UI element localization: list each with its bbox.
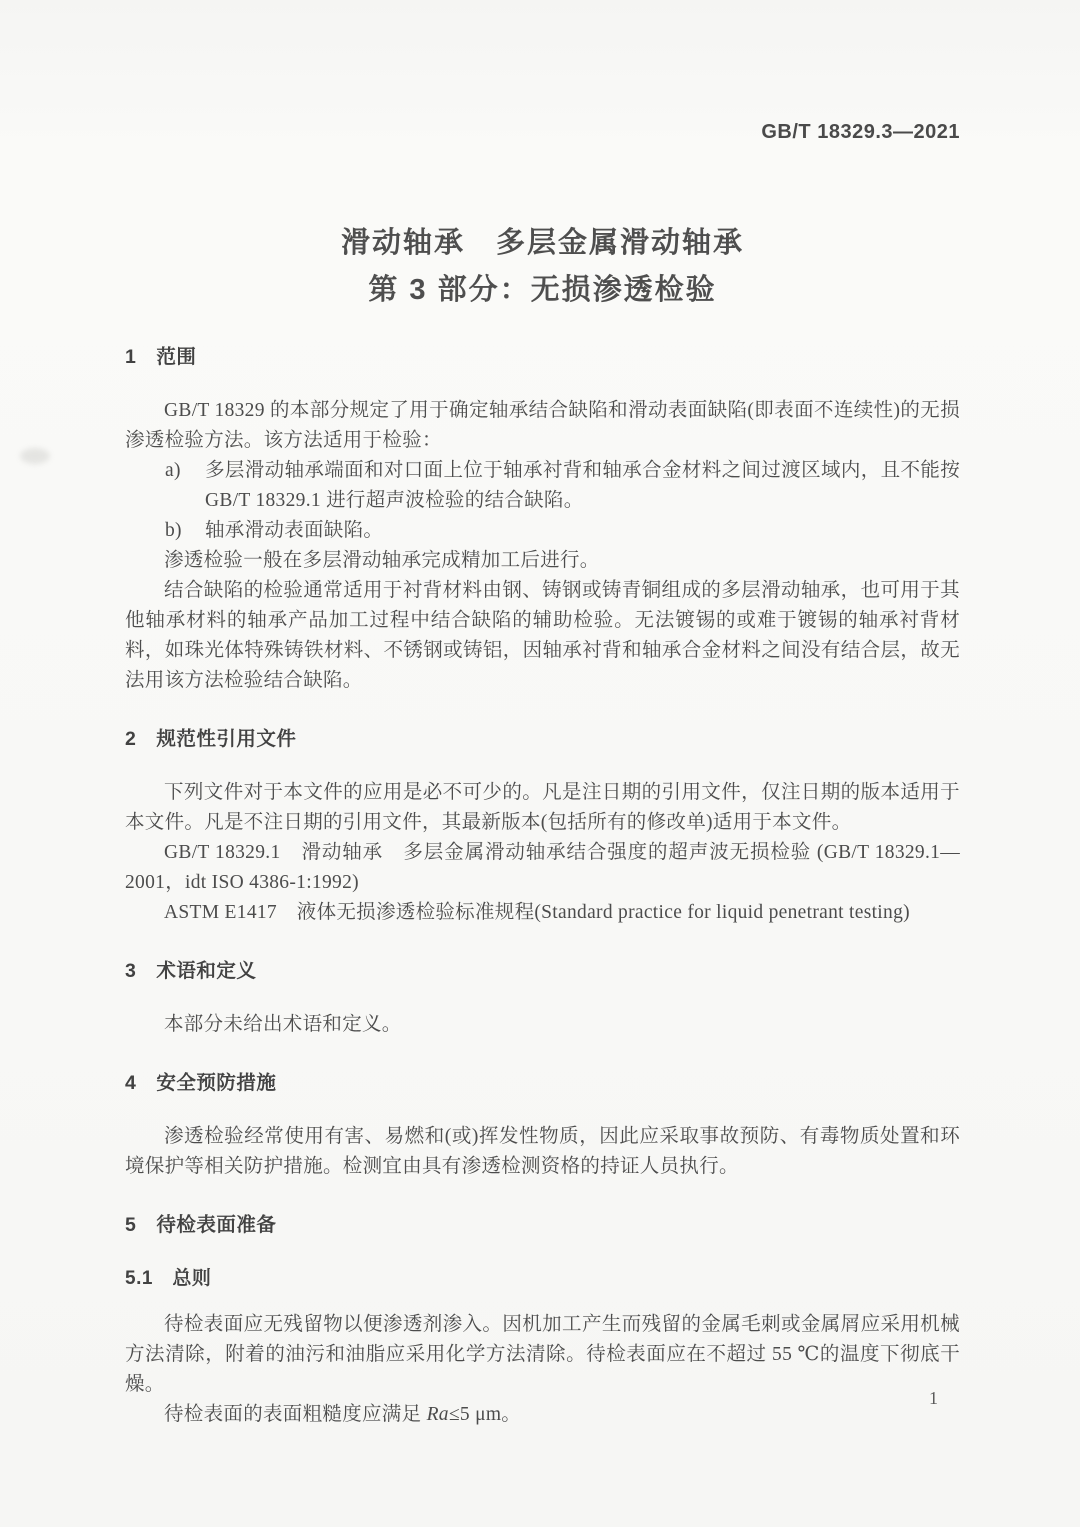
list-item-a-label: a) — [165, 460, 181, 481]
paragraph-references-intro: 下列文件对于本文件的应用是必不可少的。凡是注日期的引用文件，仅注日期的版本适用于本文件。凡是不注日期的引用文件，其最新版本(包括所有的修改单)适用于本文件。 — [125, 782, 960, 833]
section-heading-safety: 4 安全预防措施 — [125, 1072, 277, 1094]
list-item-b-text: 轴承滑动表面缺陷。 — [205, 520, 384, 541]
reference-gbt-18329-1: GB/T 18329.1 滑动轴承 多层金属滑动轴承结合强度的超声波无损检验 (GB/T 18329.1—2001，idt ISO 4386-1:1992) — [125, 842, 960, 893]
section-heading-terms: 3 术语和定义 — [125, 960, 257, 982]
paragraph-surface-cleaning: 待检表面应无残留物以便渗透剂渗入。因机加工产生而残留的金属毛刺或金属屑应采用机械方法清除，附着的油污和油脂应采用化学方法清除。待检表面应在不超过 55 ℃的温度下彻底干燥。 — [125, 1314, 960, 1395]
subsection-heading-general: 5.1 总则 — [125, 1268, 212, 1289]
list-item-b-label: b) — [165, 520, 182, 541]
title-line-2: 第 3 部分：无损渗透检验 — [368, 274, 717, 306]
roughness-symbol-ra: Ra — [426, 1404, 449, 1425]
page-number: 1 — [929, 1388, 938, 1408]
paragraph-terms: 本部分未给出术语和定义。 — [164, 1014, 402, 1035]
reference-astm-e1417: ASTM E1417 液体无损渗透检验标准规程(Standard practice for liquid penetrant testing) — [164, 902, 910, 923]
paragraph-scope-intro: GB/T 18329 的本部分规定了用于确定轴承结合缺陷和滑动表面缺陷(即表面不连续性)的无损渗透检验方法。该方法适用于检验： — [125, 400, 960, 451]
doc-code: GB/T 18329.3—2021 — [761, 121, 960, 143]
list-item-b — [125, 516, 960, 546]
scan-smudge — [20, 448, 50, 464]
paragraph-scope-timing: 渗透检验一般在多层滑动轴承完成精加工后进行。 — [164, 550, 600, 571]
list-item-a — [125, 456, 960, 516]
paragraph-safety: 渗透检验经常使用有害、易燃和(或)挥发性物质，因此应采取事故预防、有毒物质处置和环境保护等相关防护措施。检测宜由具有渗透检测资格的持证人员执行。 — [125, 1126, 960, 1177]
title-line-1: 滑动轴承 多层金属滑动轴承 — [340, 227, 744, 259]
page-title — [125, 220, 960, 314]
section-heading-scope: 1 范围 — [125, 346, 197, 368]
paragraph-surface-roughness — [125, 1400, 960, 1430]
list-item-a-text: 多层滑动轴承端面和对口面上位于轴承衬背和轴承合金材料之间过渡区域内，且不能按 GB/T 18329.1 进行超声波检验的结合缺陷。 — [205, 460, 960, 511]
roughness-text-suffix: ≤5 μm。 — [448, 1404, 522, 1425]
paragraph-scope-applicability: 结合缺陷的检验通常适用于衬背材料由钢、铸钢或铸青铜组成的多层滑动轴承，也可用于其他轴承材料的轴承产品加工过程中结合缺陷的辅助检验。无法镀锡的或难于镀锡的轴承衬背材料，如珠光体特殊铸铁材料、不锈钢或铸铝，因轴承衬背和轴承合金材料之间没有结合层，故无法用该方法检验结合缺陷。 — [125, 580, 960, 691]
roughness-text-prefix: 待检表面的表面粗糙度应满足 — [164, 1404, 427, 1425]
section-heading-surface-preparation: 5 待检表面准备 — [125, 1214, 277, 1236]
section-heading-normative-references: 2 规范性引用文件 — [125, 728, 297, 750]
